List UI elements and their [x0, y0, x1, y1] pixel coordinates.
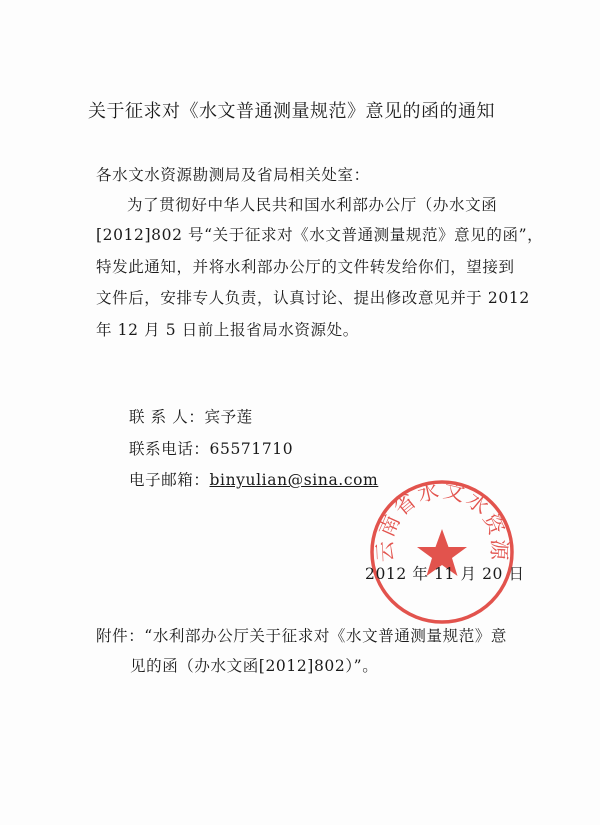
contact-phone-row	[129, 437, 293, 459]
contact-person-name: 宾予莲	[204, 408, 253, 426]
attachment-line-2: 见的函（办水文函[2012]802）”。	[130, 657, 379, 675]
body-line-3: 特发此通知，并将水利部办公厅的文件转发给你们，望接到	[96, 258, 515, 276]
official-seal-stamp	[367, 477, 517, 627]
document-date: 2012 年 11 月 20 日	[365, 565, 525, 583]
contact-person-row	[129, 405, 253, 427]
contact-phone-number: 65571710	[209, 440, 294, 458]
contact-email-row	[129, 468, 378, 490]
seal-text: 云南省水文水资源	[372, 478, 512, 563]
attachment-line-1: 附件：“水利部办公厅关于征求对《水文普通测量规范》意	[96, 627, 508, 645]
body-line-2: [2012]802 号“关于征求对《水文普通测量规范》意见的函”，	[96, 226, 544, 244]
salutation: 各水文水资源勘测局及省局相关处室：	[96, 166, 370, 184]
contact-email-label: 电子邮箱：	[129, 471, 210, 489]
contact-phone-label: 联系电话：	[129, 440, 210, 458]
body-line-5: 年 12 月 5 日前上报省局水资源处。	[96, 321, 359, 339]
body-line-1: 为了贯彻好中华人民共和国水利部办公厅（办水文函	[127, 196, 498, 214]
body-line-4: 文件后，安排专人负责，认真讨论、提出修改意见并于 2012	[96, 289, 530, 307]
document-title: 关于征求对《水文普通测量规范》意见的函的通知	[88, 101, 495, 122]
contact-person-label: 联 系 人：	[129, 408, 205, 426]
contact-email-link[interactable]: binyulian@sina.com	[209, 471, 379, 489]
